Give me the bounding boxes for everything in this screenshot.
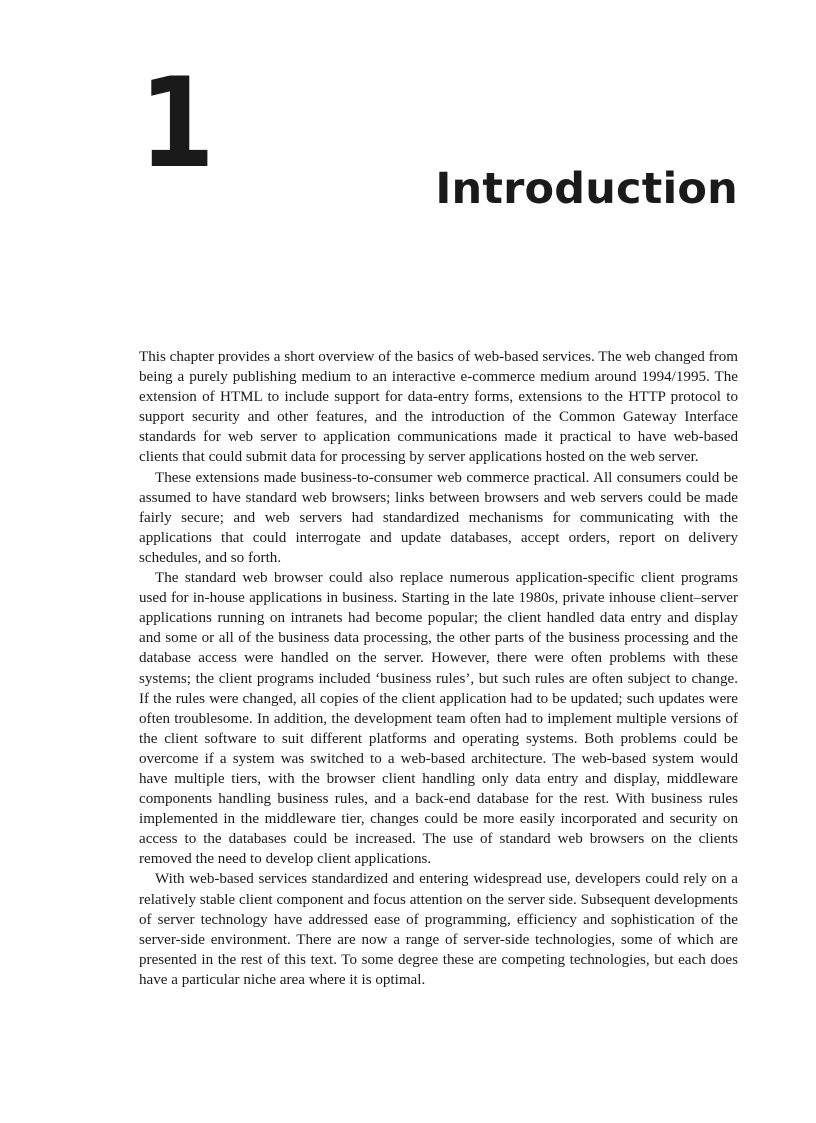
paragraph-4: With web-based services standardized and entering widespread use, developers could rely on a relatively stable client component and focus attention on the server side. Subsequent developments of server technology have addressed ease of programming, efficiency and sophistication of the server-side environment. There are now a range of server-side technologies, some of which are presented in the rest of this text. To some degree these are competing technologies, but each does have a particular niche area where it is optimal. [139, 871, 738, 988]
chapter-number: 1 [139, 52, 212, 196]
paragraph-2: These extensions made business-to-consumer web commerce practical. All consumers could be assumed to have standard web browsers; links between browsers and web servers could be made fairly secure; and web servers had standardized mechanisms for communicating with the applications that could interrogate and update databases, accept orders, report on delivery schedules, and so forth. [139, 469, 738, 566]
paragraph-3: The standard web browser could also replace numerous application-specific client programs used for in-house applications in business. Starting in the late 1980s, private inhouse client–server applications running on intranets had become popular; the client handled data entry and display and some or all of the business data processing, the other parts of the business processing and the database access were handled on the server. However, there were often problems with these systems; the client programs included ‘business rules’, but such rules are often subject to change. If the rules were changed, all copies of the client application had to be updated; such updates were often troublesome. In addition, the development team often had to implement multiple versions of the client software to suit different platforms and operating systems. Both problems could be overcome if a system was switched to a web-based architecture. The web-based system would have multiple tiers, with the browser client handling only data entry and display, middleware components handling business rules, and a back-end database for the rest. With business rules implemented in the middleware tier, changes could be more easily incorporated and security on access to the databases could be increased. The use of standard web browsers on the clients removed the need to develop client applications. [139, 570, 738, 868]
chapter-body [139, 347, 738, 990]
chapter-title: Introduction [435, 164, 738, 214]
paragraph-1: This chapter provides a short overview of the basics of web-based services. The web changed from being a purely publishing medium to an interactive e-commerce medium around 1994/1995. The extension of HTML to include support for data-entry forms, extensions to the HTTP protocol to support security and other features, and the introduction of the Common Gateway Interface standards for web server to application communications made it practical to have web-based clients that could submit data for processing by server applications hosted on the web server. [139, 349, 738, 466]
